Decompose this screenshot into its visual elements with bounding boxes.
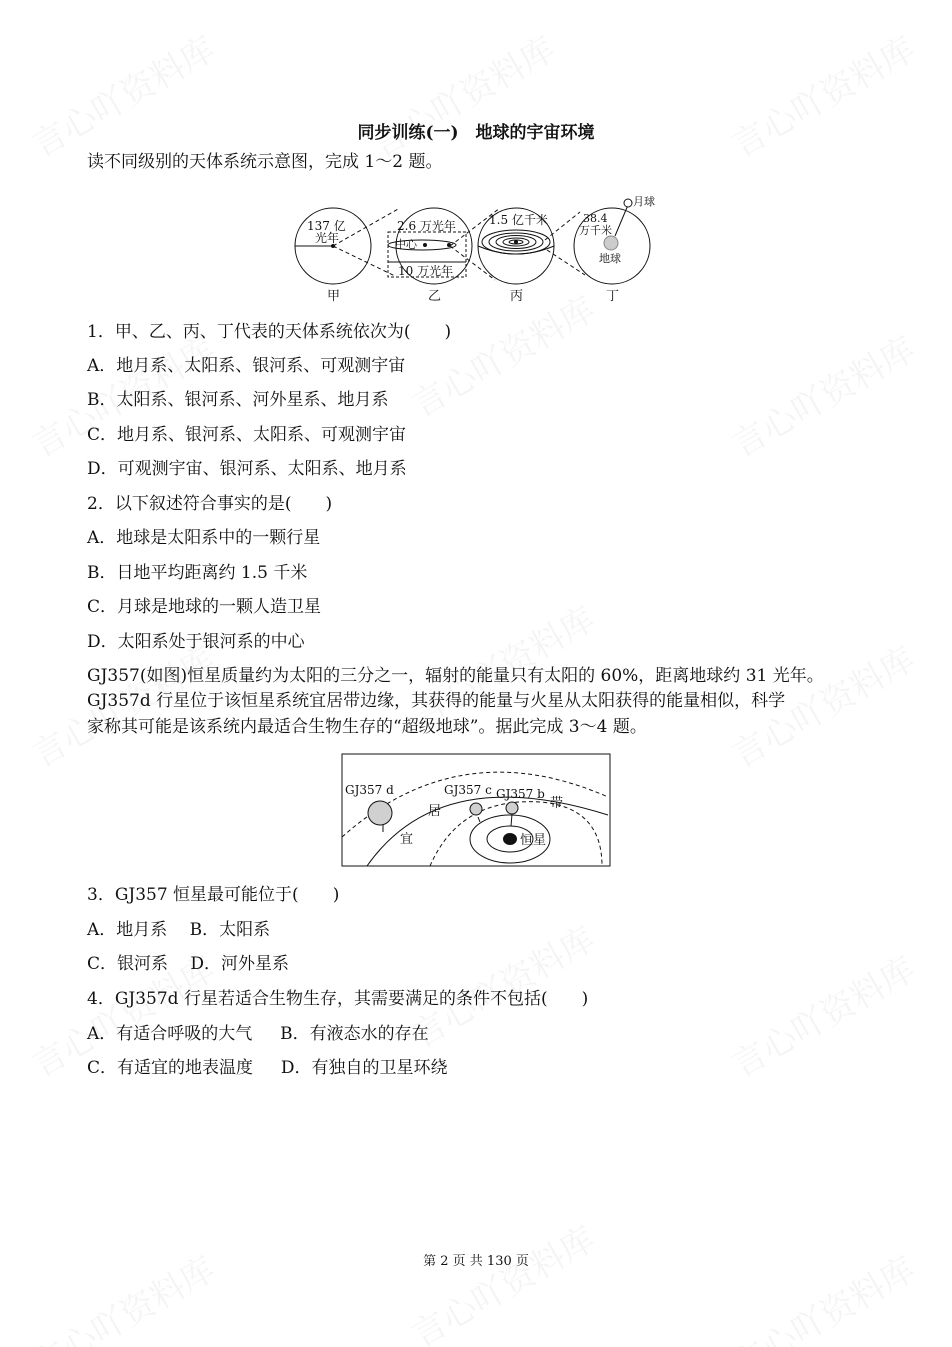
question-2-stem: 2．以下叙述符合事实的是( ) — [87, 494, 333, 514]
question-2-option-d: D．太阳系处于银河系的中心 — [87, 632, 305, 652]
question-2-option-c: C．月球是地球的一颗人造卫星 — [87, 597, 322, 617]
planet-c-label: GJ357 c — [444, 783, 492, 797]
bing-distance: 1.5 亿千米 — [489, 213, 548, 227]
label-jia: 甲 — [327, 289, 341, 304]
label-bing: 丙 — [510, 289, 524, 304]
question-3-stem: 3．GJ357 恒星最可能位于( ) — [87, 885, 340, 905]
question-3-options-ab: A．地月系 B．太阳系 — [87, 920, 271, 940]
watermark — [721, 322, 922, 466]
question-1-option-a: A．地月系、太阳系、银河系、可观测宇宙 — [87, 356, 406, 376]
watermark — [21, 22, 222, 166]
intro-paragraph-line: GJ357d 行星位于该恒星系统宜居带边缘，其获得的能量与火星从太阳获得的能量相似，科学 — [87, 691, 786, 711]
intro-paragraph-line: GJ357(如图)恒星质量约为太阳的三分之一，辐射的能量只有太阳的 60%，距离地球约 31 光年。 — [87, 666, 824, 686]
habitable-zone-char: 居 — [428, 804, 442, 819]
question-1-option-b: B．太阳系、银河系、河外星系、地月系 — [87, 390, 389, 410]
page-title: 同步训练(一) 地球的宇宙环境 — [357, 123, 595, 143]
ding-distance: 38.4 — [583, 212, 608, 225]
question-2-option-b: B．日地平均距离约 1.5 千米 — [87, 563, 308, 583]
yi-distance: 2.6 万光年 — [397, 219, 456, 233]
question-2-option-a: A．地球是太阳系中的一颗行星 — [87, 528, 321, 548]
intro-paragraph-line: 家称其可能是该系统内最适合生物生存的“超级地球”。据此完成 3～4 题。 — [87, 717, 647, 737]
habitable-zone-char: 带 — [550, 796, 564, 811]
watermark — [401, 1212, 602, 1347]
earth-label: 地球 — [599, 252, 621, 265]
moon-label: 月球 — [633, 195, 655, 208]
yi-center-label: 中心 — [395, 238, 417, 251]
ding-distance-unit: 万千米 — [579, 224, 612, 237]
question-1-stem: 1．甲、乙、丙、丁代表的天体系统依次为( ) — [87, 322, 452, 342]
question-4-options-cd: C．有适宜的地表温度 D．有独自的卫星环绕 — [87, 1058, 448, 1078]
question-1-option-d: D．可观测宇宙、银河系、太阳系、地月系 — [87, 459, 407, 479]
question-4-options-ab: A．有适合呼吸的大气 B．有液态水的存在 — [87, 1024, 429, 1044]
question-3-options-cd: C．银河系 D．河外星系 — [87, 954, 290, 974]
celestial-systems-diagram — [285, 190, 665, 305]
label-ding: 丁 — [606, 289, 620, 304]
watermark — [361, 22, 562, 166]
page-number: 第 2 页 共 130 页 — [423, 1254, 529, 1269]
question-4-stem: 4．GJ357d 行星若适合生物生存，其需要满足的条件不包括( ) — [87, 989, 589, 1009]
gj357-system-diagram — [340, 752, 612, 868]
star-label: 恒星 — [520, 833, 547, 848]
watermark — [401, 912, 602, 1056]
watermark — [721, 22, 922, 166]
jia-distance: 137 亿 — [307, 219, 346, 233]
yi-diameter: 10 万光年 — [398, 264, 454, 278]
intro-text: 读不同级别的天体系统示意图，完成 1～2 题。 — [87, 152, 443, 172]
jia-distance-unit: 光年 — [315, 231, 340, 245]
planet-b-label: GJ357 b — [496, 787, 545, 801]
watermark — [721, 942, 922, 1086]
question-1-option-c: C．地月系、银河系、太阳系、可观测宇宙 — [87, 425, 407, 445]
habitable-zone-char: 宜 — [400, 832, 414, 847]
label-yi: 乙 — [428, 289, 442, 304]
planet-d-label: GJ357 d — [345, 783, 394, 797]
